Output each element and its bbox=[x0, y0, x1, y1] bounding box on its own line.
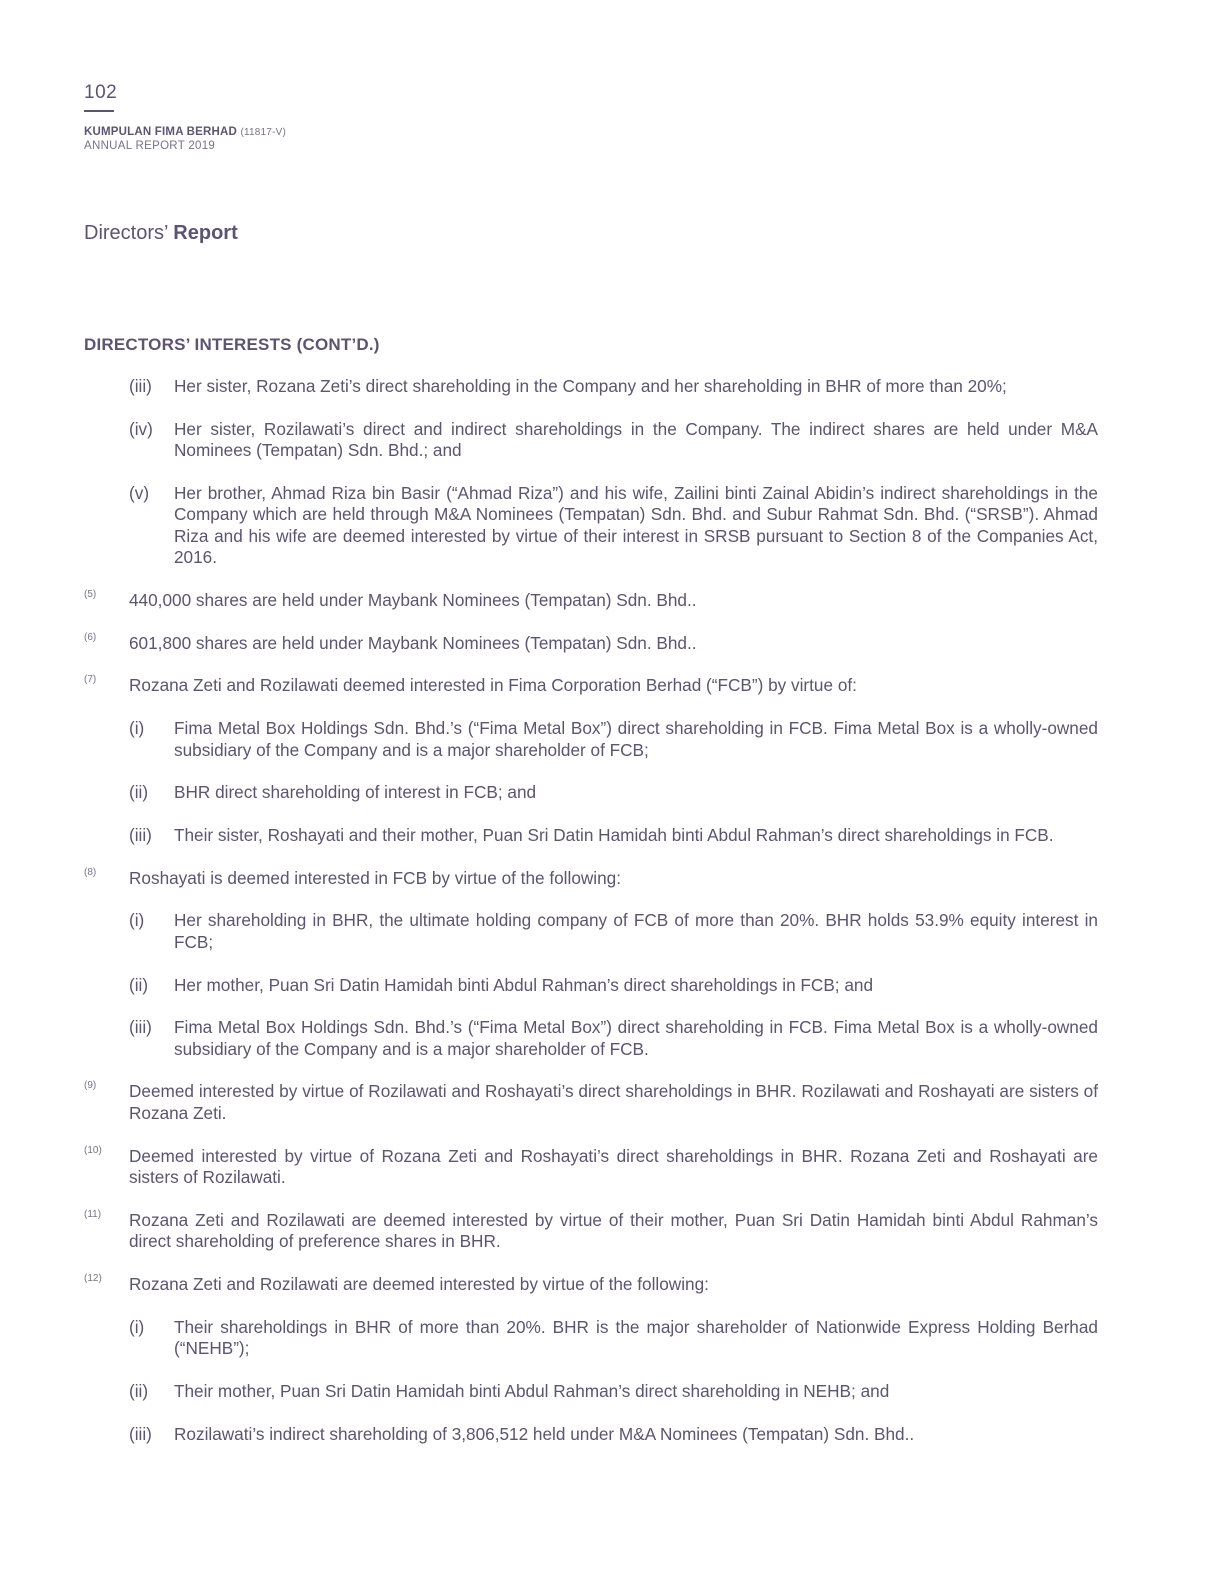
footnote-marker: (8) bbox=[84, 866, 97, 878]
list-item-number: (v) bbox=[129, 482, 150, 503]
footnote-text: Rozana Zeti and Rozilawati are deemed interested by virtue of their mother, Puan Sri Datin Hamidah binti Abdul Rahman’s direct shareholding of preference shares in BHR. bbox=[129, 1209, 1098, 1252]
list-item-number: (ii) bbox=[129, 782, 149, 803]
list-item bbox=[84, 782, 1098, 804]
list-item-number: (iv) bbox=[129, 418, 153, 439]
section-title-bold: Report bbox=[173, 222, 238, 244]
footnote-text: Deemed interested by virtue of Rozana Zeti and Roshayati’s direct shareholdings in BHR. Rozana Zeti and Roshayati are sisters of Rozilawati. bbox=[129, 1145, 1098, 1188]
list-item-text: Their shareholdings in BHR of more than 20%. BHR is the major shareholder of Nationwide Express Holding Berhad (“NEHB”); bbox=[174, 1316, 1098, 1359]
list-item-text: Her brother, Ahmad Riza bin Basir (“Ahmad Riza”) and his wife, Zailini binti Zainal Abidin’s indirect shareholdings in the Company which are held through M&A Nominees (Tempatan) Sdn. Bhd. and Subur Rahmat Sdn. Bhd. (“SRSB”). Ahmad Riza and his wife are deemed interested by virtue of their interest in SRSB pursuant to Section 8 of the Companies Act, 2016. bbox=[174, 482, 1098, 568]
section-title-light: Directors’ bbox=[84, 222, 168, 244]
list-item-text: Her sister, Rozilawati’s direct and indirect shareholdings in the Company. The indirect shares are held under M&A Nominees (Tempatan) Sdn. Bhd.; and bbox=[174, 418, 1098, 461]
footnote-text: 601,800 shares are held under Maybank Nominees (Tempatan) Sdn. Bhd.. bbox=[129, 632, 697, 653]
footnote bbox=[84, 633, 1098, 655]
list-item-text: Her shareholding in BHR, the ultimate holding company of FCB of more than 20%. BHR holds 53.9% equity interest in FCB; bbox=[174, 910, 1098, 952]
list-item-number: (ii) bbox=[129, 1380, 149, 1401]
list-item bbox=[84, 1317, 1098, 1360]
footnote-marker: (11) bbox=[84, 1208, 102, 1220]
list-item-text: Fima Metal Box Holdings Sdn. Bhd.’s (“Fima Metal Box”) direct shareholding in FCB. Fima Metal Box is a wholly-owned subsidiary of the Company and is a major shareholder of FCB. bbox=[174, 1017, 1098, 1059]
company-reg: (11817-V) bbox=[240, 127, 286, 138]
list-item-text: BHR direct shareholding of interest in FCB; and bbox=[174, 782, 537, 803]
list-item bbox=[84, 376, 1098, 398]
list-item bbox=[84, 1381, 1098, 1403]
footnote-text: Deemed interested by virtue of Rozilawati and Roshayati’s direct shareholdings in BHR. Rozilawati and Roshayati are sisters of Rozana Zeti. bbox=[129, 1081, 1098, 1123]
list-item-number: (i) bbox=[129, 910, 145, 931]
list-item bbox=[84, 910, 1098, 953]
notes-content bbox=[84, 376, 1098, 1466]
footnote bbox=[84, 590, 1098, 612]
footnote-text: Rozana Zeti and Rozilawati deemed interested in Fima Corporation Berhad (“FCB”) by virtue of: bbox=[129, 675, 857, 696]
list-item bbox=[84, 419, 1098, 462]
footnote bbox=[84, 1146, 1098, 1189]
list-item-text: Her sister, Rozana Zeti’s direct shareholding in the Company and her shareholding in BHR of more than 20%; bbox=[174, 376, 1007, 396]
list-item bbox=[84, 975, 1098, 997]
list-item-number: (iii) bbox=[129, 825, 152, 845]
footnote-text: 440,000 shares are held under Maybank Nominees (Tempatan) Sdn. Bhd.. bbox=[129, 590, 697, 611]
list-item-text: Rozilawati’s indirect shareholding of 3,806,512 held under M&A Nominees (Tempatan) Sdn. Bhd.. bbox=[174, 1423, 915, 1444]
footnote-marker: (12) bbox=[84, 1273, 102, 1284]
footnote-text: Roshayati is deemed interested in FCB by virtue of the following: bbox=[129, 867, 622, 888]
list-item bbox=[84, 483, 1098, 569]
list-item-number: (ii) bbox=[129, 974, 149, 995]
list-item-text: Her mother, Puan Sri Datin Hamidah binti Abdul Rahman’s direct shareholdings in FCB; and bbox=[174, 974, 874, 995]
footnote-text: Rozana Zeti and Rozilawati are deemed interested by virtue of the following: bbox=[129, 1274, 709, 1294]
list-item-number: (iii) bbox=[129, 376, 152, 396]
footnote bbox=[84, 1081, 1098, 1124]
list-item bbox=[84, 718, 1098, 761]
page-number: 102 bbox=[84, 82, 118, 103]
list-item bbox=[84, 1424, 1098, 1446]
footnote bbox=[84, 1274, 1098, 1296]
company-name bbox=[84, 126, 286, 138]
list-item-text: Their sister, Roshayati and their mother, Puan Sri Datin Hamidah binti Abdul Rahman’s direct shareholdings in FCB. bbox=[174, 825, 1054, 845]
list-item-number: (iii) bbox=[129, 1017, 152, 1038]
list-item bbox=[84, 825, 1098, 847]
report-label: ANNUAL REPORT 2019 bbox=[84, 140, 216, 152]
list-item-text: Their mother, Puan Sri Datin Hamidah binti Abdul Rahman’s direct shareholding in NEHB; and bbox=[174, 1380, 890, 1401]
page-number-rule bbox=[84, 110, 114, 112]
section-heading: DIRECTORS’ INTERESTS (CONT’D.) bbox=[84, 335, 380, 354]
list-item-number: (i) bbox=[129, 718, 145, 739]
list-item-text: Fima Metal Box Holdings Sdn. Bhd.’s (“Fima Metal Box”) direct shareholding in FCB. Fima Metal Box is a wholly-owned subsidiary of the Company and is a major shareholder of FCB; bbox=[174, 718, 1098, 760]
footnote-marker: (7) bbox=[84, 674, 97, 686]
company-name-text: KUMPULAN FIMA BERHAD bbox=[84, 126, 238, 138]
list-item-number: (i) bbox=[129, 1316, 145, 1337]
footnote bbox=[84, 1210, 1098, 1253]
section-title bbox=[84, 222, 238, 245]
list-item bbox=[84, 1017, 1098, 1060]
list-item-number: (iii) bbox=[129, 1423, 152, 1444]
footnote-marker: (5) bbox=[84, 589, 97, 601]
footnote-marker: (9) bbox=[84, 1080, 97, 1092]
footnote bbox=[84, 868, 1098, 890]
footnote-marker: (6) bbox=[84, 631, 97, 643]
footnote-marker: (10) bbox=[84, 1144, 102, 1156]
footnote bbox=[84, 675, 1098, 697]
